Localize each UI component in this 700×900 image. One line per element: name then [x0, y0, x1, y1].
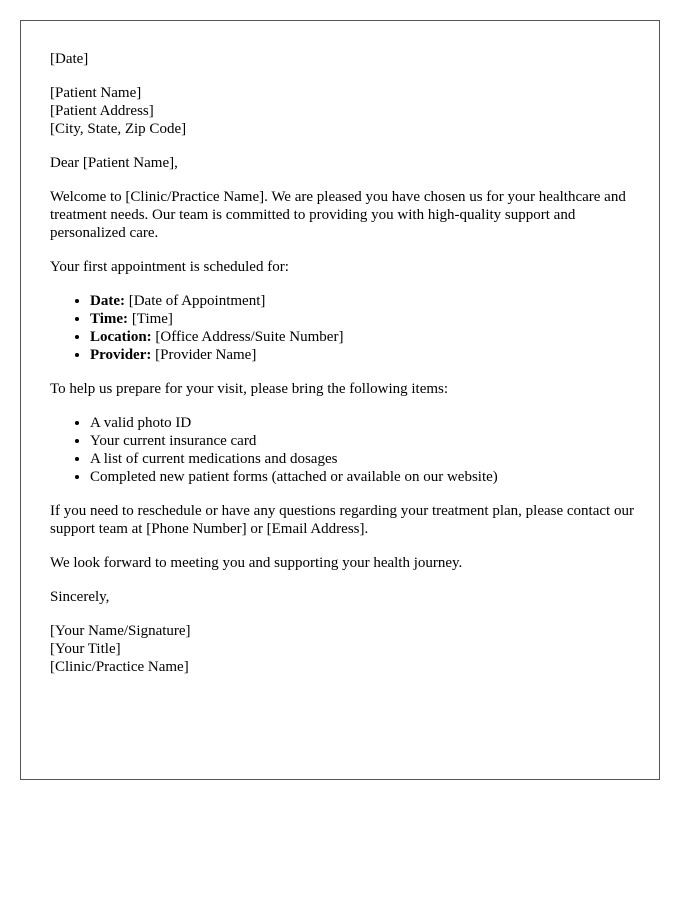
- appointment-details-list: [50, 292, 635, 364]
- appointment-detail-label: Date:: [90, 293, 125, 309]
- appointment-detail-time: [90, 310, 635, 328]
- letter-body: [50, 50, 635, 692]
- recipient-city-state-zip: [City, State, Zip Code]: [50, 121, 187, 137]
- appointment-detail-label: Location:: [90, 329, 152, 345]
- appointment-intro: Your first appointment is scheduled for:: [50, 259, 289, 275]
- letter-greeting: Dear [Patient Name],: [50, 155, 178, 171]
- list-item: • Completed new patient forms (attached or available on our website): [90, 468, 635, 486]
- appointment-detail-value: [Provider Name]: [155, 347, 257, 363]
- recipient-block: [50, 84, 635, 138]
- signature-practice: [Clinic/Practice Name]: [50, 659, 189, 675]
- recipient-name: [Patient Name]: [50, 85, 142, 101]
- list-item: • Your current insurance card: [90, 432, 635, 450]
- appointment-detail-value: [Time]: [131, 311, 173, 327]
- appointment-detail-value: [Office Address/Suite Number]: [155, 329, 344, 345]
- appointment-detail-location: [90, 328, 635, 346]
- list-item: • A list of current medications and dosages: [90, 450, 635, 468]
- contact-paragraph: If you need to reschedule or have any questions regarding your treatment plan, please contact our support team at [Phone Number] or [Email Address].: [50, 503, 634, 537]
- appointment-detail-provider: [90, 346, 635, 364]
- intro-paragraph: Welcome to [Clinic/Practice Name]. We are pleased you have chosen us for your healthcare and treatment needs. Our team is committed to providing you with high-quality support and personalized care.: [50, 189, 626, 241]
- items-list: [50, 414, 635, 486]
- signature-block: [50, 622, 635, 676]
- closing-line: We look forward to meeting you and supporting your health journey.: [50, 555, 463, 571]
- letter-date: [Date]: [50, 51, 89, 67]
- items-intro: To help us prepare for your visit, please bring the following items:: [50, 381, 449, 397]
- signature-title: [Your Title]: [50, 641, 121, 657]
- letter-page: [20, 20, 660, 780]
- appointment-detail-label: Time:: [90, 311, 129, 327]
- recipient-address: [Patient Address]: [50, 103, 154, 119]
- list-item: • A valid photo ID: [90, 414, 635, 432]
- appointment-detail-label: Provider:: [90, 347, 152, 363]
- sign-off: Sincerely,: [50, 589, 110, 605]
- appointment-detail-value: [Date of Appointment]: [128, 293, 266, 309]
- appointment-detail-date: [90, 292, 635, 310]
- signature-name: [Your Name/Signature]: [50, 623, 191, 639]
